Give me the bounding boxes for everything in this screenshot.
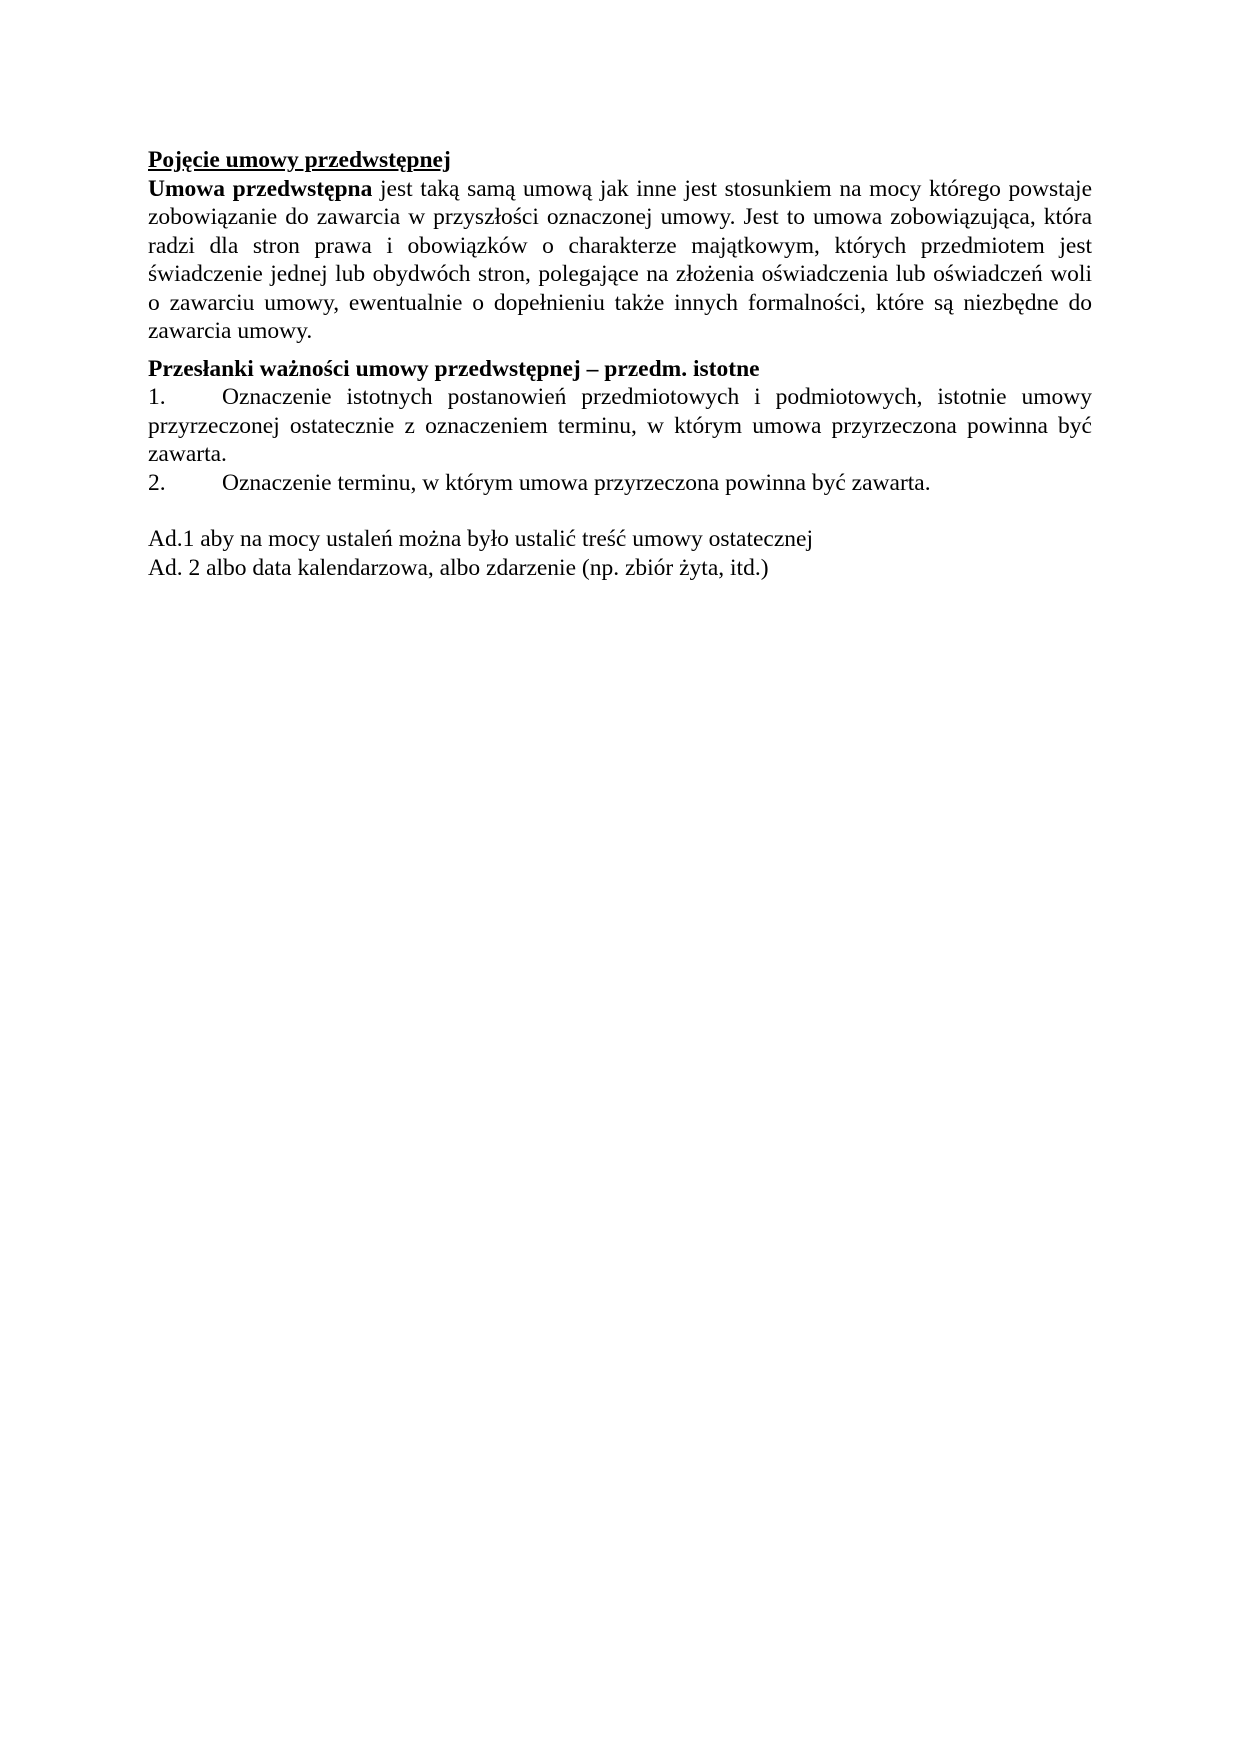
notes-block bbox=[148, 525, 1092, 582]
list-item bbox=[148, 383, 1092, 469]
document-page bbox=[148, 146, 1092, 582]
note-line: Ad.1 aby na mocy ustaleń można było ustalić treść umowy ostatecznej bbox=[148, 526, 813, 552]
section-heading: Przesłanki ważności umowy przedwstępnej – przedm. istotne bbox=[148, 355, 760, 382]
note-line: Ad. 2 albo data kalendarzowa, albo zdarzenie (np. zbiór żyta, itd.) bbox=[148, 554, 769, 581]
list-item-text: Oznaczenie istotnych postanowień przedmiotowych i podmiotowych, istotnie umowy przyrzeczonej ostatecznie z oznaczeniem terminu, w którym umowa przyrzeczona powinna być zawarta. bbox=[148, 384, 1092, 467]
list-item-text: Oznaczenie terminu, w którym umowa przyrzeczona powinna być zawarta. bbox=[222, 469, 931, 496]
list-item-number: 2. bbox=[148, 469, 166, 496]
intro-bold-lead: Umowa przedwstępna bbox=[148, 175, 373, 202]
intro-text: jest taką samą umową jak inne jest stosunkiem na mocy którego powstaje zobowiązanie do zawarcia w przyszłości oznaczonej umowy. Jest to umowa zobowiązująca, która radzi dla stron prawa i obowiązków o charakterze majątkowym, których przedmiotem jest świadczenie jednej lub obydwóch stron, polegające na złożenia oświadczenia lub oświadczeń woli o zawarciu umowy, ewentualnie o dopełnieniu także innych formalności, które są niezbędne do zawarcia umowy. bbox=[148, 175, 1093, 344]
document-title: Pojęcie umowy przedwstępnej bbox=[148, 147, 451, 173]
list-item-number: 1. bbox=[148, 384, 166, 410]
list-item bbox=[148, 469, 1092, 498]
intro-paragraph bbox=[148, 175, 1092, 346]
